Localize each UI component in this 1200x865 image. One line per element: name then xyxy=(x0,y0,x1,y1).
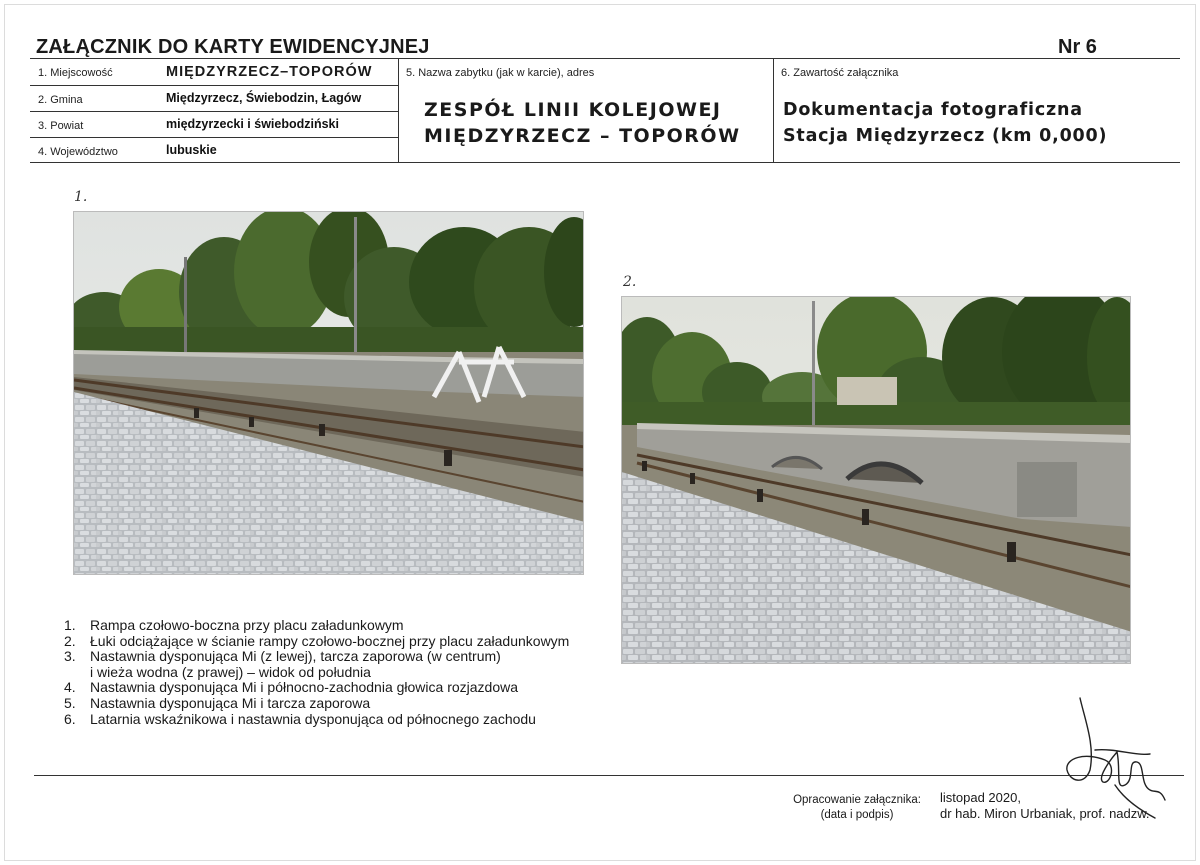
footer-date: listopad 2020, xyxy=(940,790,1021,805)
caption-item: 6. Latarnia wskaźnikowa i nastawnia dysponująca od północnego zachodu xyxy=(64,710,536,727)
document-number: Nr 6 xyxy=(1058,36,1097,58)
powiat-value: międzyrzecki i świebodziński xyxy=(166,117,339,131)
zabytek-heading xyxy=(424,97,741,149)
wojewodztwo-label: 4. Województwo xyxy=(38,146,118,158)
table-top-rule xyxy=(30,58,1180,59)
table-col-divider xyxy=(773,58,774,162)
photo-captions xyxy=(64,618,624,727)
photo-2-number: 2. xyxy=(623,274,637,290)
table-row-rule xyxy=(30,137,398,138)
caption-item: 3. Nastawnia dysponująca Mi (z lewej), tarcza zaporowa (w centrum) xyxy=(64,648,501,665)
footer-author: dr hab. Miron Urbaniak, prof. nadzw. xyxy=(940,806,1150,821)
zabytek-line2: MIĘDZYRZECZ – TOPORÓW xyxy=(424,125,741,147)
powiat-label: 3. Powiat xyxy=(38,120,84,132)
gmina-value: Międzyrzecz, Świebodzin, Łagów xyxy=(166,91,362,105)
zawartosc-line2: Stacja Międzyrzecz (km 0,000) xyxy=(783,126,1108,146)
photo-1 xyxy=(73,211,584,575)
zawartosc-line1: Dokumentacja fotograficzna xyxy=(783,100,1083,120)
zawartosc-label: 6. Zawartość załącznika xyxy=(781,67,899,79)
miejscowosc-label: 1. Miejscowość xyxy=(38,67,113,79)
miejscowosc-value: MIĘDZYRZECZ–TOPORÓW xyxy=(166,64,373,80)
table-bottom-rule xyxy=(30,162,1180,163)
signature xyxy=(1055,690,1175,830)
zabytek-label: 5. Nazwa zabytku (jak w karcie), adres xyxy=(406,67,595,79)
table-col-divider xyxy=(398,58,399,162)
caption-item: 2. Łuki odciążające w ścianie rampy czołowo-bocznej przy placu załadunkowym xyxy=(64,632,570,649)
footer-label: Opracowanie załącznika: (data i podpis) xyxy=(793,794,921,821)
caption-item: i wieża wodna (z prawej) – widok od południa xyxy=(90,663,371,680)
footer-rule xyxy=(34,775,1184,776)
caption-item: 1. Rampa czołowo-boczna przy placu załadunkowym xyxy=(64,617,404,633)
document-title: ZAŁĄCZNIK DO KARTY EWIDENCYJNEJ xyxy=(36,36,430,58)
zabytek-line1: ZESPÓŁ LINII KOLEJOWEJ xyxy=(424,99,722,121)
caption-item: 4. Nastawnia dysponująca Mi i północno-zachodnia głowica rozjazdowa xyxy=(64,679,519,696)
caption-item: 5. Nastawnia dysponująca Mi i tarcza zaporowa xyxy=(64,694,371,711)
wojewodztwo-value: lubuskie xyxy=(166,143,217,157)
photo-1-number: 1. xyxy=(74,189,88,205)
zawartosc-heading xyxy=(783,97,1107,149)
table-row-rule xyxy=(30,85,398,86)
gmina-label: 2. Gmina xyxy=(38,94,83,106)
table-row-rule xyxy=(30,111,398,112)
photo-2 xyxy=(621,296,1131,664)
